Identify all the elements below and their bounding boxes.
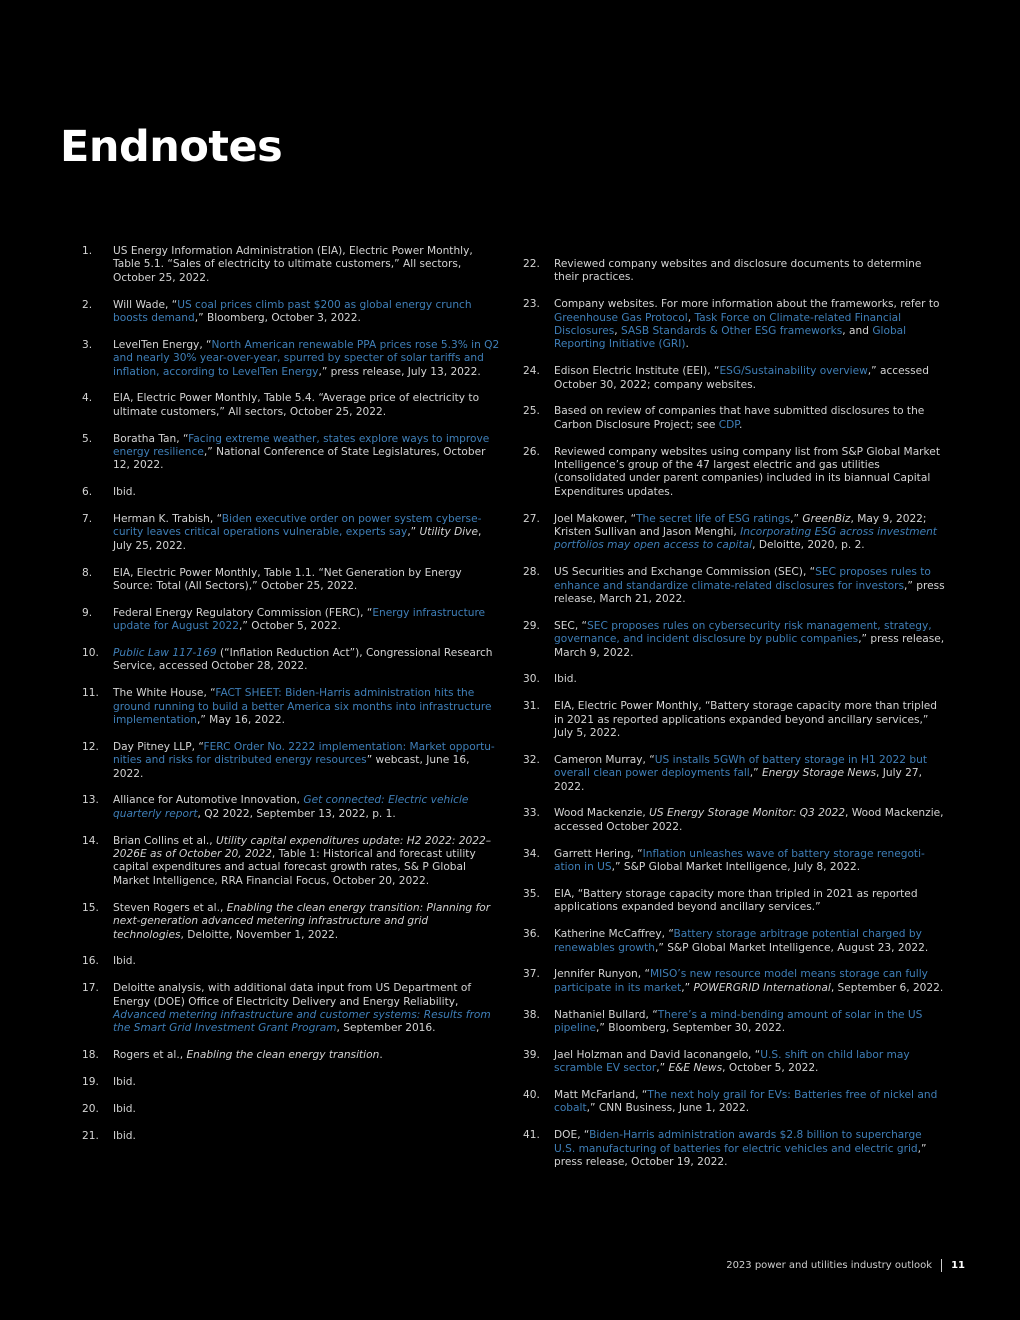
endnote-number: 34.	[523, 847, 540, 860]
endnote-link[interactable]: Facing extreme weather, states explore ways to improve energy resilience	[113, 432, 490, 459]
endnote-item	[523, 754, 945, 794]
endnote-number: 37.	[523, 968, 540, 981]
endnote-text	[113, 1103, 502, 1116]
endnote-number: 18.	[82, 1049, 99, 1062]
endnote-link[interactable]: North American renewable PPA prices rose 5.3% in Q2 and nearly 30% year-over-year, spurred by specter of solar tariffs and inflation, according to LevelTen Energy	[113, 338, 500, 378]
endnote-number: 2.	[82, 298, 93, 311]
endnote-segment: EIA, Electric Power Monthly, Table 1.1. “Net Generation by Energy Source: Total (All Sectors),” October 25, 2022.	[113, 566, 462, 593]
endnote-item	[82, 1049, 502, 1062]
endnote-segment: Brian Collins et al.,	[113, 834, 217, 847]
endnote-segment: Jennifer Runyon, “	[554, 968, 650, 981]
endnote-segment: , Table 1: Historical and forecast utility capital expenditures and actual forecast growth rates, S& P Global Market Intelligence, RRA Financial Focus, October 20, 2022.	[113, 848, 476, 887]
endnote-link[interactable]: SEC proposes rules to enhance and standardize climate-related disclosures for investors	[554, 566, 931, 592]
endnote-number: 25.	[523, 405, 540, 418]
endnote-number: 39.	[523, 1048, 540, 1061]
endnote-number: 9.	[82, 606, 93, 619]
endnote-item	[82, 607, 502, 634]
endnote-link[interactable]: US installs 5GWh of battery storage in H1 2022 but overall clean power deployments fall	[554, 753, 927, 780]
endnote-segment: Katherine McCaffrey, “	[554, 928, 674, 941]
endnote-item	[523, 258, 945, 285]
endnote-text	[113, 607, 502, 634]
endnote-segment: SEC, “	[554, 619, 588, 632]
endnote-text	[554, 1129, 945, 1169]
endnote-segment: , October 5, 2022.	[722, 1062, 819, 1075]
endnote-link[interactable]: Advanced metering infrastructure and customer systems: Results from the Smart Grid Investment Grant Program	[113, 1008, 491, 1035]
endnote-text	[113, 647, 502, 674]
endnote-number: 11.	[82, 687, 99, 700]
endnote-number: 4.	[82, 392, 93, 405]
endnote-item	[523, 968, 945, 995]
endnote-link[interactable]: FACT SHEET: Biden-Harris administration hits the ground running to build a better America six months into infrastructure implementation	[113, 687, 492, 727]
endnote-segment: Jael Holzman and David Iaconangelo, “	[554, 1048, 761, 1061]
endnote-number: 14.	[82, 834, 99, 847]
endnote-segment: ,” Bloomberg, September 30, 2022.	[596, 1021, 786, 1034]
endnote-item	[523, 298, 945, 352]
endnote-text	[113, 982, 502, 1036]
endnote-link[interactable]: Incorporating ESG across investment portfolios may open access to capital	[554, 526, 937, 552]
endnote-segment: Ibid.	[113, 1075, 136, 1088]
endnote-number: 26.	[523, 445, 540, 458]
endnote-segment: ,”	[790, 512, 803, 525]
endnote-text	[113, 741, 502, 781]
endnote-text	[554, 446, 945, 500]
endnote-text	[554, 1009, 945, 1036]
endnote-text	[554, 405, 945, 432]
endnote-text	[113, 486, 502, 499]
endnote-item	[82, 245, 502, 285]
endnote-segment: ,” CNN Business, June 1, 2022.	[586, 1102, 750, 1115]
endnote-number: 17.	[82, 982, 99, 995]
endnote-segment: Ibid.	[113, 1102, 136, 1115]
endnote-segment: , Deloitte, November 1, 2022.	[180, 928, 339, 941]
endnote-item	[82, 647, 502, 674]
endnote-text	[113, 955, 502, 968]
endnote-text	[554, 1049, 945, 1076]
endnote-text	[113, 1076, 502, 1089]
endnote-segment: EIA, “Battery storage capacity more than tripled in 2021 as reported applications expanded beyond ancillary services.”	[554, 887, 918, 914]
endnote-item	[82, 902, 502, 942]
endnote-segment: ,” press release, March 9, 2022.	[554, 633, 945, 659]
endnote-item	[82, 1103, 502, 1116]
endnote-link[interactable]: There’s a mind-bending amount of solar in the US pipeline	[554, 1008, 923, 1034]
endnote-link[interactable]: ESG/Sustainability overview	[719, 365, 868, 378]
endnote-number: 8.	[82, 566, 93, 579]
endnote-segment: LevelTen Energy, “	[113, 338, 212, 351]
endnote-segment: US Energy Information Administration (EIA), Electric Power Monthly, Table 5.1. “Sales of electricity to ultimate customers,” All sectors, October 25, 2022.	[113, 245, 473, 284]
endnote-number: 7.	[82, 513, 93, 526]
endnote-item	[523, 365, 945, 392]
endnote-text	[113, 1130, 502, 1143]
endnote-link[interactable]: US coal prices climb past $200 as global energy crunch boosts demand	[113, 298, 472, 325]
endnote-number: 5.	[82, 432, 93, 445]
endnote-number: 40.	[523, 1088, 540, 1101]
endnote-text	[113, 299, 502, 326]
endnote-segment: ,” May 16, 2022.	[196, 714, 285, 727]
endnote-text	[554, 620, 945, 660]
endnote-link[interactable]: Energy infrastructure update for August 2022	[113, 606, 486, 633]
endnote-item	[523, 888, 945, 915]
endnote-link[interactable]: SASB Standards & Other ESG frameworks	[621, 325, 843, 338]
endnote-text	[113, 513, 502, 553]
endnote-segment: , Deloitte, 2020, p. 2.	[752, 539, 865, 552]
endnote-emphasis: Utility Dive	[419, 526, 478, 539]
endnote-text	[113, 433, 502, 473]
endnote-emphasis: E&E News	[668, 1062, 723, 1075]
endnote-number: 21.	[82, 1129, 99, 1142]
endnote-segment: Deloitte analysis, with additional data input from US Department of Energy (DOE) Office of Electricity Delivery and Energy Reliability,	[113, 982, 472, 1008]
endnote-number: 6.	[82, 486, 93, 499]
endnote-number: 35.	[523, 887, 540, 900]
endnote-segment: ,” Bloomberg, October 3, 2022.	[194, 312, 361, 325]
endnote-segment: .	[379, 1049, 383, 1062]
endnote-number: 3.	[82, 338, 93, 351]
endnote-segment: Reviewed company websites and disclosure documents to determine their practices.	[554, 258, 922, 284]
endnote-number: 29.	[523, 619, 540, 632]
endnote-number: 19.	[82, 1075, 99, 1088]
endnote-text	[113, 567, 502, 594]
endnote-link[interactable]: The secret life of ESG ratings	[636, 512, 791, 525]
endnote-item	[82, 299, 502, 326]
endnote-item	[523, 928, 945, 955]
endnote-emphasis: US Energy Storage Monitor: Q3 2022	[649, 807, 846, 820]
endnote-segment: , and	[842, 325, 873, 338]
endnote-emphasis: Enabling the clean energy transition	[186, 1049, 380, 1062]
endnote-segment: ,”	[749, 767, 762, 780]
endnote-item	[523, 673, 945, 686]
endnote-text	[554, 968, 945, 995]
publication-title: 2023 power and utilities industry outlook	[726, 1260, 933, 1271]
endnote-link[interactable]: SEC proposes rules on cybersecurity risk management, strategy, governance, and incident disclosure by public companies	[554, 619, 932, 646]
endnote-number: 15.	[82, 901, 99, 914]
endnote-item	[82, 1130, 502, 1143]
endnote-item	[82, 982, 502, 1036]
endnote-text	[554, 566, 945, 606]
endnote-item	[523, 405, 945, 432]
endnote-item	[523, 620, 945, 660]
endnote-segment: Rogers et al.,	[113, 1049, 187, 1062]
endnote-item	[82, 1076, 502, 1089]
endnote-text	[113, 339, 502, 379]
endnote-segment: Ibid.	[113, 955, 136, 968]
endnote-item	[82, 835, 502, 889]
endnotes-column-right	[523, 258, 945, 1183]
endnote-segment: Boratha Tan, “	[113, 432, 189, 445]
endnote-link[interactable]: CDP	[718, 418, 740, 431]
endnote-segment: ,” S&P Global Market Intelligence, August 23, 2022.	[654, 941, 929, 954]
endnote-text	[113, 687, 502, 727]
endnote-item	[82, 741, 502, 781]
endnote-segment: ” webcast, June 16, 2022.	[113, 754, 470, 780]
endnote-number: 36.	[523, 928, 540, 941]
page-number: 11	[951, 1260, 965, 1271]
endnote-text	[113, 1049, 502, 1062]
endnote-number: 20.	[82, 1102, 99, 1115]
endnote-segment: ,	[614, 325, 622, 338]
endnote-segment: ,” press release, October 19, 2022.	[554, 1142, 927, 1168]
endnote-link[interactable]: Get connected: Electric vehicle quarterly report	[113, 794, 469, 820]
endnote-segment: Edison Electric Institute (EEI), “	[554, 365, 720, 378]
endnote-item	[82, 513, 502, 553]
endnote-segment: ,	[687, 311, 695, 324]
endnote-segment: Garrett Hering, “	[554, 847, 643, 860]
endnote-link[interactable]: Public Law 117-169	[113, 647, 217, 660]
endnote-segment: Matt McFarland, “	[554, 1088, 648, 1101]
endnote-item	[82, 486, 502, 499]
endnote-link[interactable]: Inflation unleashes wave of battery storage renegoti-ation in US	[554, 847, 925, 874]
endnote-number: 13.	[82, 794, 99, 807]
endnote-segment: Steven Rogers et al.,	[113, 901, 227, 914]
endnote-link[interactable]: U.S. shift on child labor may scramble EV sector	[554, 1048, 910, 1075]
endnote-segment: , Wood Mackenzie, accessed October 2022.	[554, 807, 944, 833]
endnote-segment: , Q2 2022, September 13, 2022, p. 1.	[197, 807, 396, 820]
endnote-segment: Joel Makower, “	[554, 512, 637, 525]
endnote-number: 28.	[523, 566, 540, 579]
endnote-text	[554, 513, 945, 553]
endnote-segment: , July 27, 2022.	[554, 767, 923, 793]
endnote-text	[554, 298, 945, 352]
endnote-number: 1.	[82, 245, 93, 257]
endnote-segment: , September 2016.	[336, 1022, 436, 1035]
endnote-number: 31.	[523, 700, 540, 713]
endnote-segment: Ibid.	[113, 486, 136, 499]
endnote-number: 27.	[523, 512, 540, 525]
endnote-segment: EIA, Electric Power Monthly, Table 5.4. “Average price of electricity to ultimate customers,” All sectors, October 25, 2022.	[113, 392, 480, 418]
endnote-segment: ,” press release, July 13, 2022.	[318, 365, 481, 378]
endnote-text	[554, 848, 945, 875]
endnote-item	[523, 1009, 945, 1036]
endnote-number: 30.	[523, 673, 540, 686]
endnote-segment: ,”	[407, 526, 420, 539]
endnote-item	[523, 848, 945, 875]
endnote-segment: .	[685, 338, 689, 351]
endnote-link[interactable]: Global Reporting Initiative (GRI)	[554, 325, 907, 351]
endnote-segment: ,” press release, March 21, 2022.	[554, 579, 945, 606]
endnote-item	[82, 339, 502, 379]
footer-divider	[941, 1259, 942, 1272]
endnote-emphasis: Enabling the clean energy transition: Planning for next-generation advanced metering infrastructure and grid technologies	[113, 901, 491, 941]
endnote-number: 23.	[523, 298, 540, 311]
endnote-item	[82, 433, 502, 473]
endnote-segment: DOE, “	[554, 1129, 590, 1142]
endnote-text	[554, 365, 945, 392]
endnote-segment: ,”	[681, 981, 694, 994]
endnote-item	[523, 807, 945, 834]
endnote-text	[554, 928, 945, 955]
endnote-segment: .	[739, 418, 743, 431]
endnote-item	[523, 1129, 945, 1169]
endnote-item	[82, 687, 502, 727]
endnote-segment: Ibid.	[113, 1129, 136, 1142]
endnote-segment: Cameron Murray, “	[554, 753, 655, 766]
endnote-segment: (“Inflation Reduction Act”), Congressional Research Service, accessed October 28, 2022.	[113, 647, 493, 673]
endnote-emphasis: POWERGRID International	[693, 981, 831, 994]
endnote-item	[82, 392, 502, 419]
endnote-link[interactable]: MISO’s new resource model means storage can fully participate in its market	[554, 968, 928, 994]
endnote-segment: Alliance for Automotive Innovation,	[113, 794, 304, 807]
endnote-number: 38.	[523, 1008, 540, 1021]
endnote-text	[554, 258, 945, 285]
endnote-segment: Reviewed company websites using company list from S&P Global Market Intelligence’s group of the 47 largest electric and gas utilities (consolidated under parent companies) included in its biannual Capital Expenditures updates.	[554, 445, 940, 498]
endnote-link[interactable]: Battery storage arbitrage potential charged by renewables growth	[554, 928, 922, 954]
endnote-text	[113, 835, 502, 889]
endnote-segment: ,” accessed October 30, 2022; company websites.	[554, 365, 929, 391]
page-title: Endnotes	[60, 122, 283, 172]
endnote-item	[523, 1089, 945, 1116]
endnote-number: 22.	[523, 258, 540, 270]
endnote-number: 41.	[523, 1129, 540, 1142]
endnote-link[interactable]: Greenhouse Gas Protocol	[554, 311, 688, 324]
endnote-segment: ,”	[656, 1062, 669, 1075]
endnote-number: 32.	[523, 753, 540, 766]
endnote-segment: ,” October 5, 2022.	[239, 620, 341, 633]
endnote-text	[113, 392, 502, 419]
endnote-segment: Company websites. For more information about the frameworks, refer to	[554, 298, 940, 311]
endnote-segment: , September 6, 2022.	[830, 981, 944, 994]
endnote-item	[82, 794, 502, 821]
endnote-item	[82, 955, 502, 968]
endnote-segment: Ibid.	[554, 673, 577, 686]
endnote-number: 24.	[523, 365, 540, 378]
endnote-item	[82, 567, 502, 594]
endnote-link[interactable]: Biden executive order on power system cyberse-curity leaves critical operations vulnerable, experts say	[113, 513, 482, 539]
endnote-text	[554, 754, 945, 794]
endnote-item	[523, 566, 945, 606]
endnote-segment: ,” S&P Global Market Intelligence, July 8, 2022.	[611, 861, 861, 874]
endnote-number: 10.	[82, 647, 99, 660]
endnote-segment: Wood Mackenzie,	[554, 807, 650, 820]
endnote-item	[523, 446, 945, 500]
endnote-emphasis: Utility capital expenditures update: H2 2022: 2022–2026E as of October 20, 2022	[113, 834, 492, 861]
endnote-segment: Will Wade, “	[113, 298, 178, 311]
endnote-segment: , July 25, 2022.	[113, 526, 482, 552]
endnote-item	[523, 700, 945, 740]
endnote-item	[523, 513, 945, 553]
endnote-segment: Herman K. Trabish, “	[113, 513, 222, 526]
endnote-segment: Nathaniel Bullard, “	[554, 1008, 658, 1021]
endnote-emphasis: Energy Storage News	[761, 767, 877, 780]
endnote-text	[113, 902, 502, 942]
endnote-number: 12.	[82, 740, 99, 753]
endnote-text	[113, 794, 502, 821]
endnote-segment: EIA, Electric Power Monthly, “Battery storage capacity more than tripled in 2021 as reported applications expanded beyond ancillary services,” July 5, 2022.	[554, 700, 938, 740]
endnote-text	[554, 807, 945, 834]
endnote-segment: US Securities and Exchange Commission (SEC), “	[554, 566, 816, 579]
endnote-segment: Based on review of companies that have submitted disclosures to the Carbon Disclosure Project; see	[554, 405, 925, 431]
endnote-segment: Day Pitney LLP, “	[113, 740, 204, 753]
endnote-text	[554, 1089, 945, 1116]
endnote-segment: , May 9, 2022; Kristen Sullivan and Jason Menghi,	[554, 512, 927, 539]
endnote-text	[554, 888, 945, 915]
endnote-number: 33.	[523, 807, 540, 820]
endnote-link[interactable]: Biden-Harris administration awards $2.8 billion to supercharge U.S. manufacturing of batteries for electric vehicles and electric grid	[554, 1129, 922, 1155]
endnote-emphasis: GreenBiz	[802, 512, 851, 525]
endnote-link[interactable]: Task Force on Climate-related Financial Disclosures	[554, 311, 902, 338]
endnote-item	[523, 1049, 945, 1076]
endnote-number: 16.	[82, 955, 99, 968]
endnote-text	[554, 673, 945, 686]
endnote-text	[113, 245, 502, 285]
endnote-segment: ,” National Conference of State Legislatures, October 12, 2022.	[113, 446, 486, 472]
endnotes-column-left	[82, 245, 502, 1156]
endnote-link[interactable]: FERC Order No. 2222 implementation: Market opportu-nities and risks for distributed energy resources	[113, 740, 495, 767]
page-footer	[726, 1259, 965, 1272]
endnote-segment: Federal Energy Regulatory Commission (FERC), “	[113, 606, 373, 619]
endnote-link[interactable]: The next holy grail for EVs: Batteries free of nickel and cobalt	[554, 1088, 938, 1115]
endnote-segment: The White House, “	[113, 687, 216, 700]
endnote-text	[554, 700, 945, 740]
